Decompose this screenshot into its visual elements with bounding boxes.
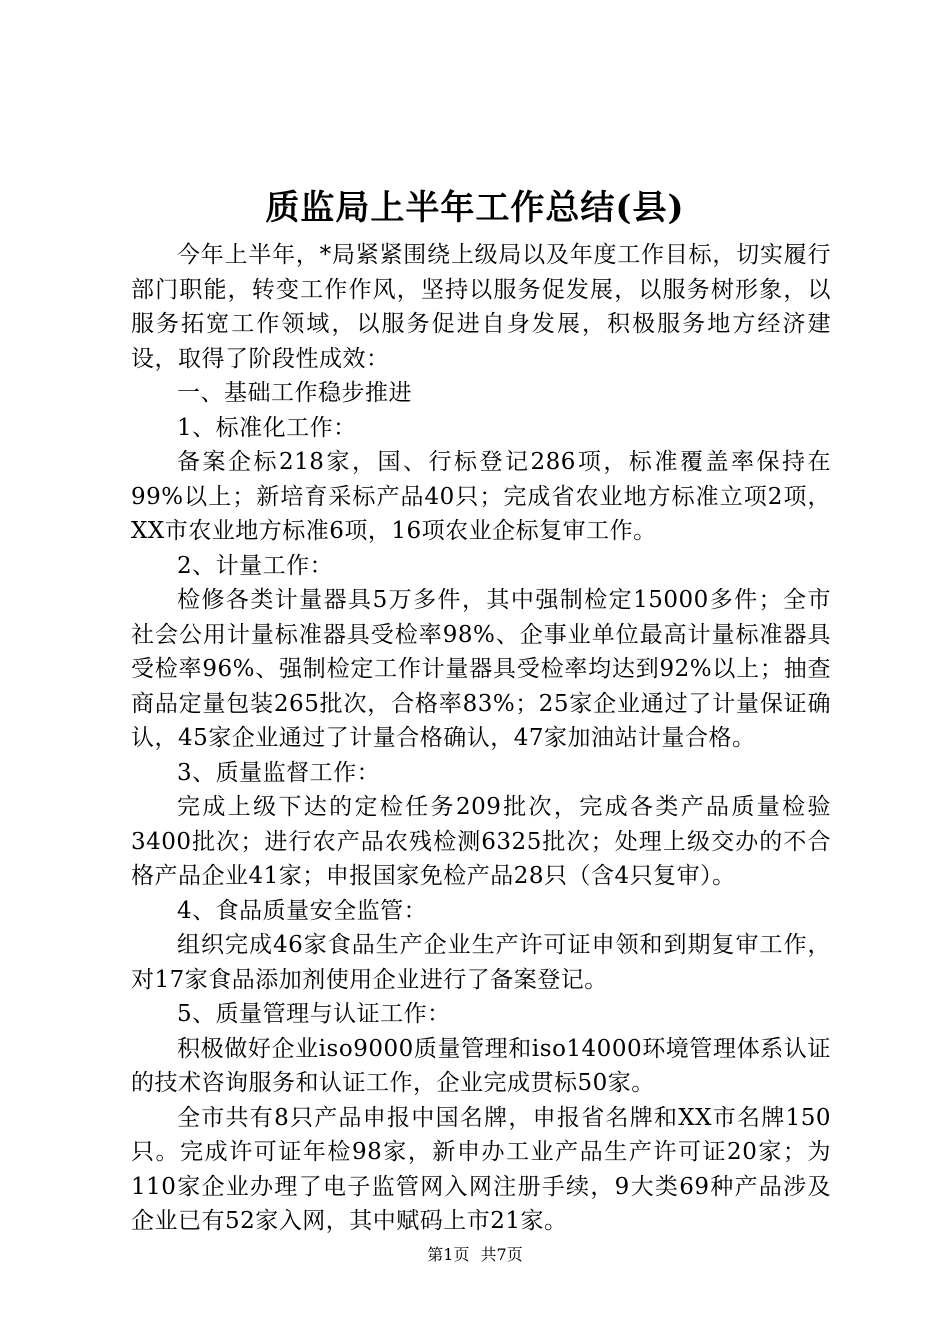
page-number-current: 第1页 (427, 1245, 470, 1264)
section-heading-1: 一、基础工作稳步推进 (177, 380, 412, 406)
paragraph-certification: 积极做好企业iso9000质量管理和iso14000环境管理体系认证的技术咨询服务和认证工作，企业完成贯标50家。 (131, 1035, 831, 1096)
subsection-heading-certification: 5、质量管理与认证工作： (177, 1001, 451, 1027)
paragraph-food-safety: 组织完成46家食品生产企业生产许可证申领和到期复审工作，对17家食品添加剂使用企业进行了备案登记。 (131, 932, 831, 993)
paragraph-brands-licenses: 全市共有8只产品申报中国名牌，申报省名牌和XX市名牌150只。完成许可证年检98家，新申办工业产品生产许可证20家；为110家企业办理了电子监管网入网注册手续，9大类69种产品涉及企业已有52家入网，其中赋码上市21家。 (131, 1104, 831, 1234)
intro-paragraph: 今年上半年，*局紧紧围绕上级局以及年度工作目标，切实履行部门职能，转变工作作风，坚持以服务促发展，以服务树形象，以服务拓宽工作领域，以服务促进自身发展，积极服务地方经济建设，取得了阶段性成效： (131, 242, 831, 372)
subsection-heading-metrology: 2、计量工作： (177, 552, 334, 579)
subsection-heading-food-safety: 4、食品质量安全监管： (177, 897, 428, 924)
document-body (131, 238, 831, 1239)
paragraph-metrology: 检修各类计量器具5万多件，其中强制检定15000多件；全市社会公用计量标准器具受检率98%、企事业单位最高计量标准器具受检率96%、强制检定工作计量器具受检率均达到92%以上；抽查商品定量包装265批次，合格率83%；25家企业通过了计量保证确认，45家企业通过了计量合格确认，47家加油站计量合格。 (131, 587, 831, 751)
page-number-total: 共7页 (480, 1245, 523, 1264)
subsection-heading-quality-supervision: 3、质量监督工作： (177, 759, 381, 786)
paragraph-standardization: 备案企标218家，国、行标登记286项，标准覆盖率保持在99%以上；新培育采标产品40只；完成省农业地方标准立项2项，XX市农业地方标准6项，16项农业企标复审工作。 (131, 449, 831, 544)
subsection-heading-standardization: 1、标准化工作： (177, 414, 357, 441)
document-title: 质监局上半年工作总结(县) (265, 188, 685, 228)
paragraph-quality-supervision: 完成上级下达的定检任务209批次，完成各类产品质量检验3400批次；进行农产品农残检测6325批次；处理上级交办的不合格产品企业41家；申报国家免检产品28只（含4只复审）。 (131, 794, 831, 889)
page-footer (0, 1244, 950, 1266)
